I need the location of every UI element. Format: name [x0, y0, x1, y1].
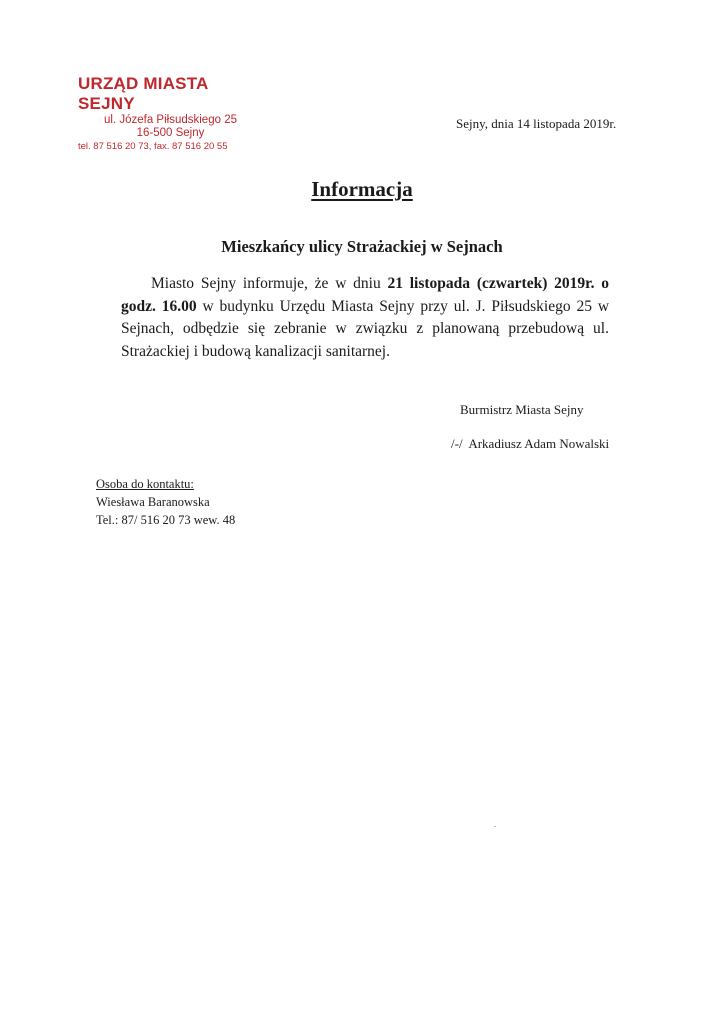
document-title: Informacja	[311, 177, 413, 201]
letterhead-office-name: URZĄD MIASTA SEJNY	[78, 74, 208, 113]
body-date-time-emphasis: 21 listopada (czwartek) 2019r. o godz. 16.00	[121, 275, 609, 315]
contact-person: Wiesława Baranowska	[96, 495, 210, 509]
contact-block	[96, 475, 235, 529]
signature-name: /-/ Arkadiusz Adam Nowalski	[451, 436, 610, 451]
body-text-part-1: Miasto Sejny informuje, że w dniu	[151, 275, 388, 292]
document-subtitle: Mieszkańcy ulicy Strażackiej w Sejnach	[221, 237, 503, 256]
letterhead	[78, 74, 263, 153]
body-text-part-2: w budynku Urzędu Miasta Sejny przy ul. J. Piłsudskiego 25 w Sejnach, odbędzie się zebranie w związku z planowaną przebudową ul. Strażackiej i budową kanalizacji sanitarnej.	[121, 297, 610, 360]
signature-title: Burmistrz Miasta Sejny	[460, 402, 584, 417]
document-date: Sejny, dnia 14 listopada 2019r.	[456, 116, 617, 131]
letterhead-phone: tel. 87 516 20 73, fax. 87 516 20 55	[78, 141, 228, 152]
scan-speck	[494, 826, 496, 827]
contact-phone: Tel.: 87/ 516 20 73 wew. 48	[96, 513, 236, 527]
announcement-body	[121, 273, 609, 363]
letterhead-street: ul. Józefa Piłsudskiego 25	[104, 114, 237, 126]
letterhead-postal: 16-500 Sejny	[136, 127, 205, 139]
contact-label: Osoba do kontaktu:	[96, 477, 194, 491]
